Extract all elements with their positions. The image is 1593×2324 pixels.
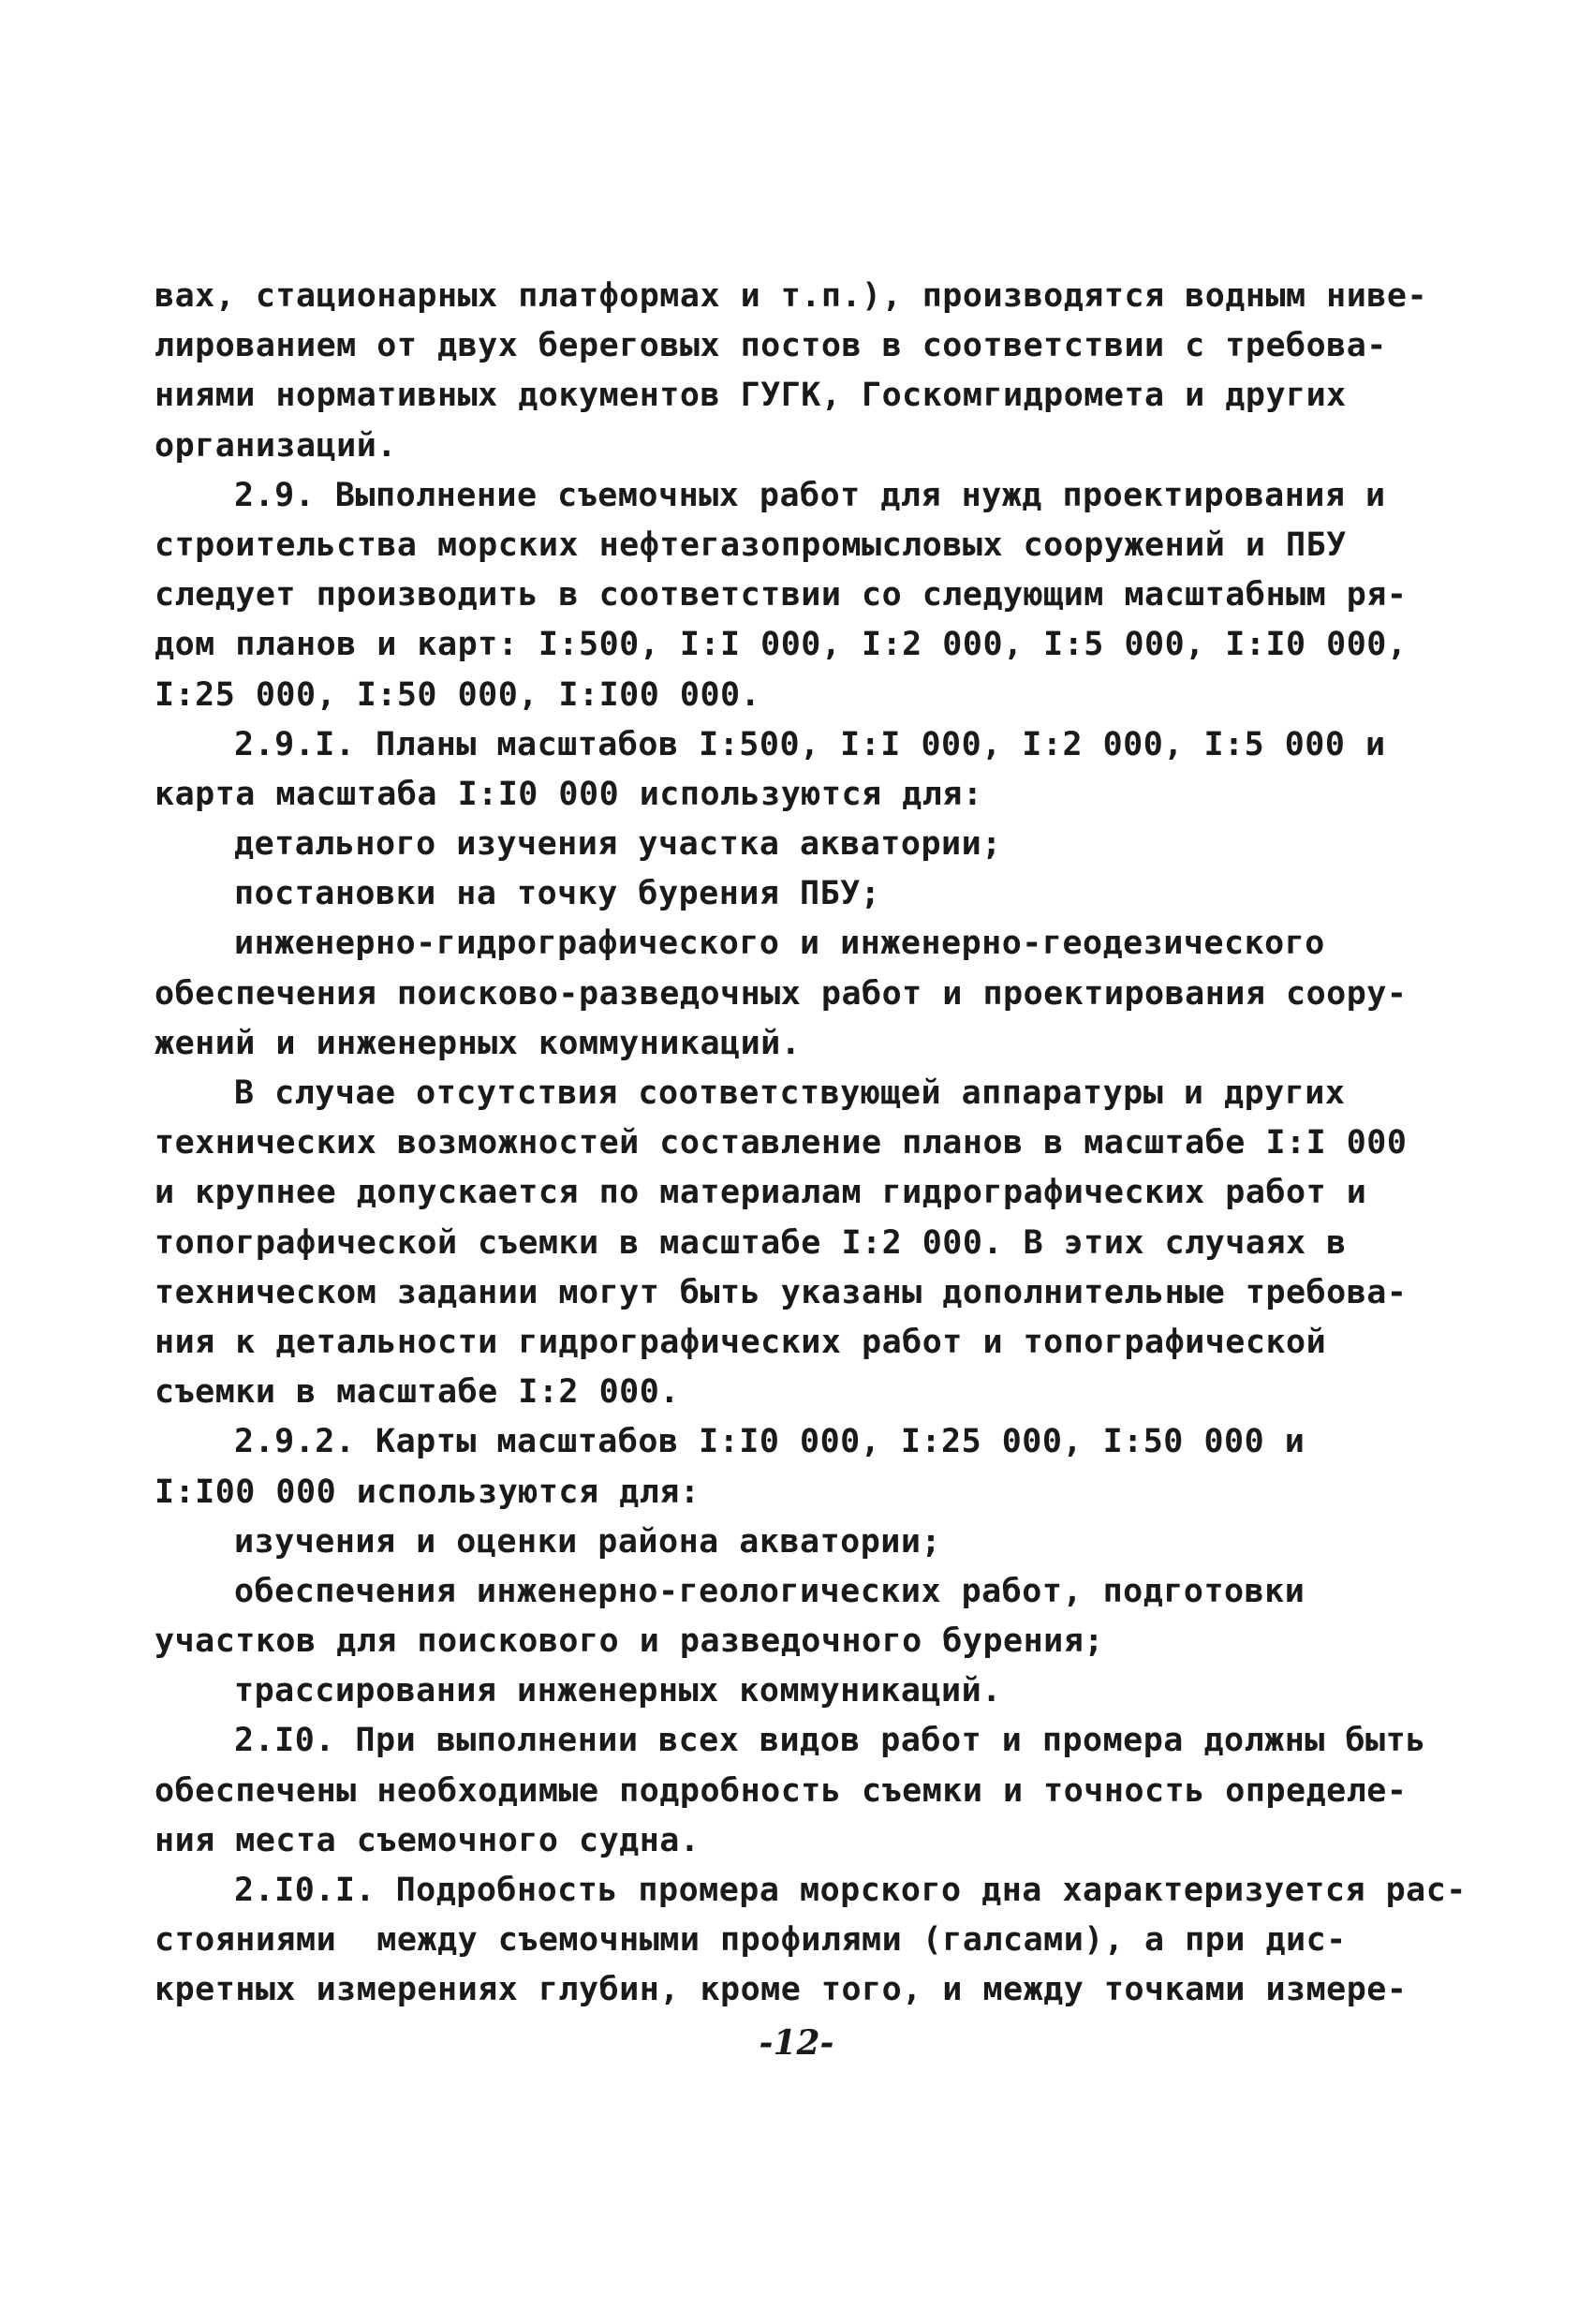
text-line: стояниями между съемочными профилями (галсами), а при дис- bbox=[155, 1921, 1347, 1960]
list-item: трассирования инженерных коммуникаций. bbox=[234, 1672, 1002, 1710]
text-line: I:I00 000 используются для: bbox=[155, 1473, 701, 1511]
page-number: -12- bbox=[759, 2023, 834, 2063]
section-2-10-1-line: 2.I0.I. Подробность промера морского дна характеризуется рас- bbox=[234, 1872, 1467, 1909]
body-text bbox=[155, 272, 1467, 2016]
text-line: ниями нормативных документов ГУГК, Госкомгидромета и других bbox=[155, 377, 1347, 415]
list-item: инженерно-гидрографического и инженерно-геодезического bbox=[234, 925, 1325, 963]
text-line: следует производить в соответствии со следующим масштабным ря- bbox=[155, 576, 1408, 614]
text-line: карта масштаба I:I0 000 используются для: bbox=[155, 775, 983, 813]
text-line: ния к детальности гидрографических работ и топографической bbox=[155, 1323, 1327, 1361]
text-line: ния места съемочного судна. bbox=[155, 1821, 701, 1859]
text-line: и крупнее допускается по материалам гидрографических работ и bbox=[155, 1174, 1367, 1212]
text-line: топографической съемки в масштабе I:2 000. В этих случаях в bbox=[155, 1223, 1347, 1262]
text-line: технических возможностей составление планов в масштабе I:I 000 bbox=[155, 1124, 1408, 1162]
list-item: изучения и оценки района акватории; bbox=[234, 1522, 942, 1561]
text-line: строительства морских нефтегазопромысловых сооружений и ПБУ bbox=[155, 525, 1347, 564]
text-line: организаций. bbox=[155, 426, 397, 465]
text-line: В случае отсутствия соответствующей аппаратуры и других bbox=[234, 1074, 1346, 1112]
text-line: дом планов и карт: I:500, I:I 000, I:2 000, I:5 000, I:I0 000, bbox=[155, 626, 1408, 664]
text-line: съемки в масштабе I:2 000. bbox=[155, 1373, 680, 1412]
section-2-9-line: 2.9. Выполнение съемочных работ для нужд проектирования и bbox=[234, 476, 1386, 514]
text-line: кретных измерениях глубин, кроме того, и между точками измере- bbox=[155, 1971, 1408, 2009]
text-line: техническом задании могут быть указаны дополнительные требова- bbox=[155, 1273, 1408, 1311]
list-item: детального изучения участка акватории; bbox=[234, 825, 1002, 864]
list-item: обеспечения инженерно-геологических работ, подготовки bbox=[234, 1572, 1305, 1610]
text-line: I:25 000, I:50 000, I:I00 000. bbox=[155, 675, 761, 714]
section-2-10-line: 2.I0. При выполнении всех видов работ и промера должны быть bbox=[234, 1722, 1426, 1760]
list-item: постановки на точку бурения ПБУ; bbox=[234, 875, 881, 913]
text-line: обеспечения поисково-разведочных работ и проектирования соору- bbox=[155, 974, 1408, 1013]
text-line: участков для поискового и разведочного бурения; bbox=[155, 1622, 1104, 1661]
text-line: лированием от двух береговых постов в соответствии с требова- bbox=[155, 327, 1387, 365]
text-line: жений и инженерных коммуникаций. bbox=[155, 1024, 802, 1062]
text-line: вах, стационарных платформах и т.п.), производятся водным нивe- bbox=[155, 277, 1428, 315]
section-2-9-1-line: 2.9.I. Планы масштабов I:500, I:I 000, I:2 000, I:5 000 и bbox=[234, 725, 1386, 763]
text-line: обеспечены необходимые подробность съемки и точность определе- bbox=[155, 1771, 1408, 1810]
section-2-9-2-line: 2.9.2. Карты масштабов I:I0 000, I:25 000, I:50 000 и bbox=[234, 1423, 1305, 1461]
